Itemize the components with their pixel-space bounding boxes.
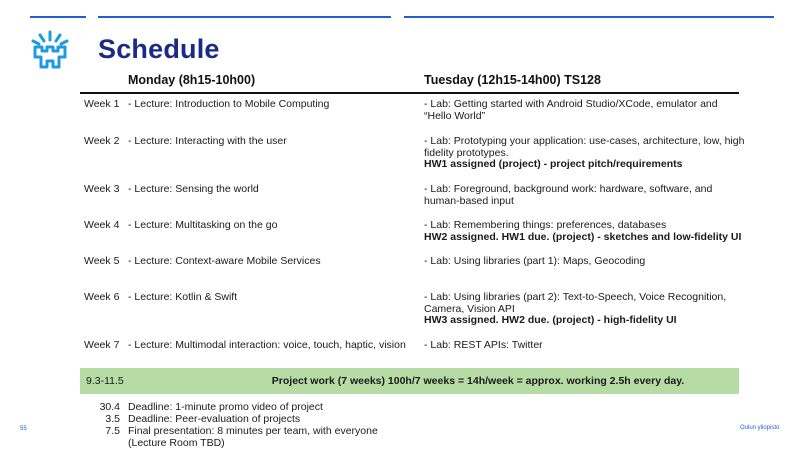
tuesday-lab bbox=[424, 136, 749, 171]
lab-line: - Lab: Prototyping your application: use-cases, architecture, low, high bbox=[424, 135, 745, 147]
project-work-text: Project work (7 weeks) 100h/7 weeks = 14h/week = approx. working 2.5h every day. bbox=[271, 375, 685, 387]
header-divider bbox=[80, 92, 739, 94]
monday-lecture: - Lecture: Kotlin & Swift bbox=[128, 291, 238, 303]
tuesday-lab bbox=[424, 184, 749, 207]
page-number: 55 bbox=[20, 426, 27, 432]
deadline-text bbox=[128, 425, 388, 449]
week-label: Week 2 bbox=[84, 135, 120, 147]
top-line-1 bbox=[30, 16, 86, 18]
page-title: Schedule bbox=[98, 34, 220, 64]
deadline-date: 30.4 bbox=[99, 401, 120, 413]
tuesday-lab bbox=[424, 340, 749, 352]
week-label: Week 6 bbox=[84, 291, 120, 303]
tuesday-lab bbox=[424, 256, 749, 268]
monday-column-header: Monday (8h15-10h00) bbox=[128, 73, 256, 87]
lab-line: fidelity prototypes. bbox=[424, 146, 509, 159]
lab-line: human-based input bbox=[424, 194, 514, 207]
week-label: Week 4 bbox=[84, 219, 120, 231]
deadline-text bbox=[128, 401, 388, 413]
week-label: Week 3 bbox=[84, 183, 120, 195]
lab-line: Camera, Vision API bbox=[424, 302, 515, 315]
top-line-2 bbox=[98, 16, 391, 18]
project-work-band bbox=[80, 368, 739, 394]
monday-lecture: - Lecture: Multitasking on the go bbox=[128, 219, 278, 231]
deadline-line: Deadline: 1-minute promo video of project bbox=[128, 401, 323, 413]
deadline-line: (Lecture Room TBD) bbox=[128, 437, 225, 449]
homework-note: HW1 assigned (project) - project pitch/requirements bbox=[424, 158, 683, 170]
lab-line: - Lab: Remembering things: preferences, databases bbox=[424, 219, 667, 231]
lab-line: - Lab: Foreground, background work: hardware, software, and bbox=[424, 183, 713, 195]
lab-line: - Lab: REST APIs: Twitter bbox=[424, 339, 543, 351]
lab-line: - Lab: Using libraries (part 2): Text-to-Speech, Voice Recognition, bbox=[424, 291, 727, 303]
week-label: Week 7 bbox=[84, 339, 120, 351]
deadline-text bbox=[128, 413, 388, 425]
tuesday-lab bbox=[424, 292, 749, 327]
tuesday-lab bbox=[424, 99, 749, 122]
tuesday-column-header: Tuesday (12h15-14h00) TS128 bbox=[424, 73, 601, 87]
monday-lecture: - Lecture: Context-aware Mobile Services bbox=[128, 255, 321, 267]
deadline-line: Final presentation: 8 minutes per team, with everyone bbox=[128, 425, 378, 437]
footer-brand: Oulun yliopisto bbox=[740, 425, 780, 431]
monday-lecture: - Lecture: Multimodal interaction: voice, touch, haptic, vision bbox=[128, 339, 406, 351]
lab-line: - Lab: Using libraries (part 1): Maps, Geocoding bbox=[424, 255, 646, 267]
university-logo-icon bbox=[30, 30, 70, 70]
monday-lecture: - Lecture: Introduction to Mobile Computing bbox=[128, 98, 330, 110]
lab-line: “Hello World” bbox=[424, 109, 486, 122]
lab-line: - Lab: Getting started with Android Studio/XCode, emulator and bbox=[424, 98, 718, 110]
week-label: Week 5 bbox=[84, 255, 120, 267]
project-date-range: 9.3-11.5 bbox=[86, 375, 124, 387]
monday-lecture: - Lecture: Sensing the world bbox=[128, 183, 259, 195]
top-line-3 bbox=[404, 16, 774, 18]
deadline-date: 3.5 bbox=[105, 413, 120, 425]
deadline-line: Deadline: Peer-evaluation of projects bbox=[128, 413, 301, 425]
homework-note: HW2 assigned. HW1 due. (project) - sketches and low-fidelity UI bbox=[424, 230, 742, 243]
monday-lecture: - Lecture: Interacting with the user bbox=[128, 135, 287, 147]
week-label: Week 1 bbox=[84, 98, 120, 110]
deadline-date: 7.5 bbox=[105, 425, 120, 437]
tuesday-lab bbox=[424, 220, 749, 243]
homework-note: HW3 assigned. HW2 due. (project) - high-fidelity UI bbox=[424, 314, 677, 326]
